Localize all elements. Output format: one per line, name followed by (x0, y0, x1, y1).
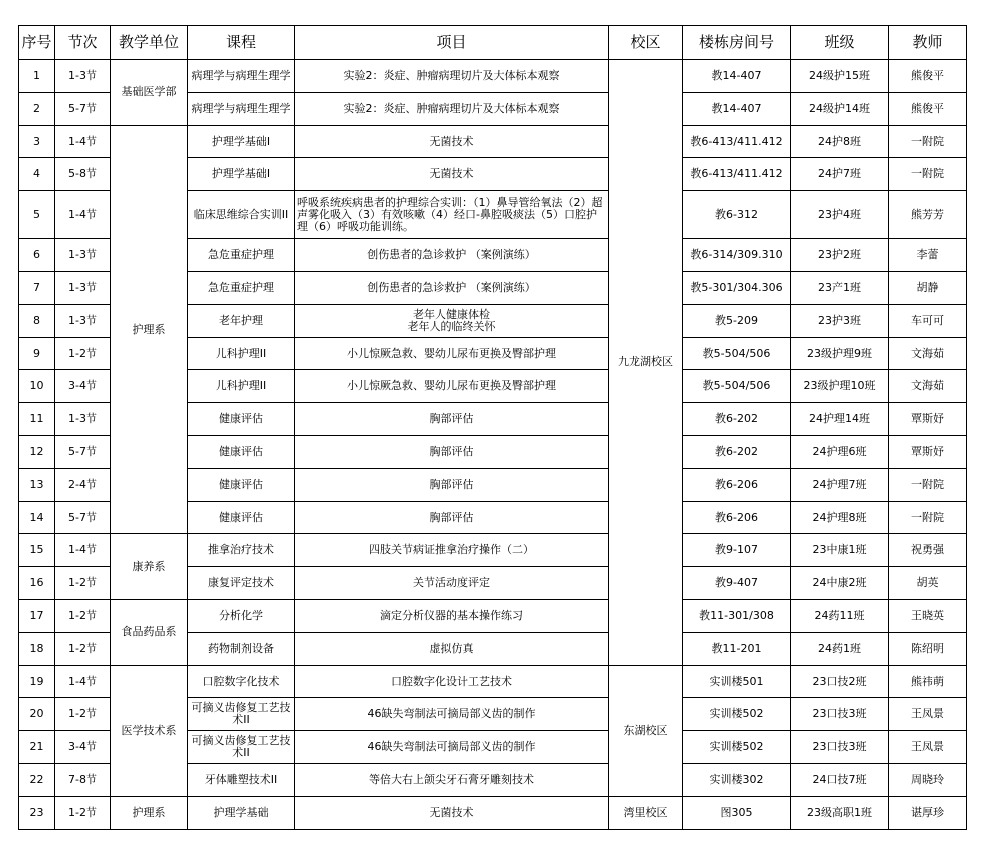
room-cell: 教11-201 (683, 632, 791, 665)
table-body (19, 60, 967, 830)
period-cell: 1-2节 (55, 796, 111, 829)
row-number: 2 (19, 92, 55, 125)
period-cell: 1-3节 (55, 304, 111, 337)
class-cell: 24级护15班 (791, 60, 889, 93)
class-cell: 24药1班 (791, 632, 889, 665)
course-cell: 可摘义齿修复工艺技术II (188, 698, 295, 731)
period-cell: 7-8节 (55, 763, 111, 796)
course-cell: 护理学基础 (188, 796, 295, 829)
unit-cell: 护理系 (111, 125, 188, 534)
header-row (19, 26, 967, 60)
period-cell: 1-3节 (55, 60, 111, 93)
room-cell: 教6-413/411.412 (683, 125, 791, 158)
project-cell: 创伤患者的急诊救护 （案例演练） (295, 271, 609, 304)
project-cell: 46缺失弯制法可摘局部义齿的制作 (295, 731, 609, 764)
class-cell: 24护7班 (791, 158, 889, 191)
unit-cell: 食品药品系 (111, 599, 188, 665)
course-cell: 康复评定技术 (188, 567, 295, 600)
row-number: 8 (19, 304, 55, 337)
row-number: 1 (19, 60, 55, 93)
room-cell: 教6-202 (683, 403, 791, 436)
project-cell: 实验2：炎症、肿瘤病理切片及大体标本观察 (295, 92, 609, 125)
project-cell: 滴定分析仪器的基本操作练习 (295, 599, 609, 632)
course-cell: 病理学与病理生理学 (188, 60, 295, 93)
project-cell: 等倍大右上颌尖牙石膏牙雕刻技术 (295, 763, 609, 796)
class-cell: 23级护理10班 (791, 370, 889, 403)
room-cell: 教6-314/309.310 (683, 239, 791, 272)
teacher-cell: 胡英 (889, 567, 967, 600)
room-cell: 实训楼501 (683, 665, 791, 698)
project-cell: 四肢关节病证推拿治疗操作（二） (295, 534, 609, 567)
header-cell: 课程 (188, 26, 295, 60)
class-cell: 23级高职1班 (791, 796, 889, 829)
class-cell: 23口技3班 (791, 731, 889, 764)
period-cell: 5-8节 (55, 158, 111, 191)
project-cell: 小儿惊厥急救、婴幼儿尿布更换及臀部护理 (295, 370, 609, 403)
header-cell: 序号 (19, 26, 55, 60)
campus-cell: 东湖校区 (609, 665, 683, 796)
period-cell: 1-4节 (55, 191, 111, 239)
teacher-cell: 覃斯妤 (889, 403, 967, 436)
project-cell: 老年人健康体检 老年人的临终关怀 (295, 304, 609, 337)
teacher-cell: 胡静 (889, 271, 967, 304)
room-cell: 实训楼302 (683, 763, 791, 796)
project-cell: 呼吸系统疾病患者的护理综合实训：（1）鼻导管给氧法（2）超声雾化吸入（3）有效咳嗽（4）经口-鼻腔吸痰法（5）口腔护理（6）呼吸功能训练。 (295, 191, 609, 239)
course-cell: 病理学与病理生理学 (188, 92, 295, 125)
table-row (19, 534, 967, 567)
period-cell: 1-3节 (55, 403, 111, 436)
header-cell: 楼栋房间号 (683, 26, 791, 60)
teacher-cell: 熊祎萌 (889, 665, 967, 698)
row-number: 15 (19, 534, 55, 567)
course-cell: 牙体雕塑技术II (188, 763, 295, 796)
table-row (19, 60, 967, 93)
course-cell: 健康评估 (188, 403, 295, 436)
teacher-cell: 谌厚珍 (889, 796, 967, 829)
room-cell: 教5-504/506 (683, 370, 791, 403)
period-cell: 2-4节 (55, 468, 111, 501)
room-cell: 教5-301/304.306 (683, 271, 791, 304)
room-cell: 教6-206 (683, 501, 791, 534)
room-cell: 教11-301/308 (683, 599, 791, 632)
teacher-cell: 熊芳芳 (889, 191, 967, 239)
row-number: 21 (19, 731, 55, 764)
row-number: 19 (19, 665, 55, 698)
header-cell: 班级 (791, 26, 889, 60)
teacher-cell: 李蕾 (889, 239, 967, 272)
class-cell: 24护理6班 (791, 435, 889, 468)
row-number: 16 (19, 567, 55, 600)
project-cell: 虚拟仿真 (295, 632, 609, 665)
course-cell: 口腔数字化技术 (188, 665, 295, 698)
teacher-cell: 文海茹 (889, 337, 967, 370)
row-number: 14 (19, 501, 55, 534)
project-cell: 胸部评估 (295, 403, 609, 436)
period-cell: 5-7节 (55, 92, 111, 125)
room-cell: 教6-202 (683, 435, 791, 468)
class-cell: 24中康2班 (791, 567, 889, 600)
class-cell: 24护理8班 (791, 501, 889, 534)
class-cell: 24级护14班 (791, 92, 889, 125)
course-cell: 儿科护理II (188, 337, 295, 370)
class-cell: 23级护理9班 (791, 337, 889, 370)
row-number: 23 (19, 796, 55, 829)
teacher-cell: 车可可 (889, 304, 967, 337)
row-number: 13 (19, 468, 55, 501)
row-number: 3 (19, 125, 55, 158)
table-row (19, 796, 967, 829)
course-cell: 护理学基础I (188, 125, 295, 158)
row-number: 20 (19, 698, 55, 731)
teacher-cell: 王凤景 (889, 698, 967, 731)
row-number: 11 (19, 403, 55, 436)
class-cell: 23护3班 (791, 304, 889, 337)
period-cell: 1-2节 (55, 599, 111, 632)
teacher-cell: 文海茹 (889, 370, 967, 403)
course-cell: 健康评估 (188, 435, 295, 468)
period-cell: 5-7节 (55, 435, 111, 468)
course-cell: 健康评估 (188, 468, 295, 501)
course-cell: 儿科护理II (188, 370, 295, 403)
period-cell: 1-4节 (55, 665, 111, 698)
class-cell: 23产1班 (791, 271, 889, 304)
teacher-cell: 熊俊平 (889, 92, 967, 125)
course-cell: 健康评估 (188, 501, 295, 534)
row-number: 4 (19, 158, 55, 191)
project-cell: 无菌技术 (295, 125, 609, 158)
course-cell: 可摘义齿修复工艺技术II (188, 731, 295, 764)
unit-cell: 医学技术系 (111, 665, 188, 796)
period-cell: 1-2节 (55, 337, 111, 370)
room-cell: 教5-209 (683, 304, 791, 337)
room-cell: 教9-107 (683, 534, 791, 567)
course-cell: 推拿治疗技术 (188, 534, 295, 567)
row-number: 17 (19, 599, 55, 632)
header-cell: 项目 (295, 26, 609, 60)
header-cell: 节次 (55, 26, 111, 60)
period-cell: 1-3节 (55, 271, 111, 304)
period-cell: 1-4节 (55, 534, 111, 567)
room-cell: 实训楼502 (683, 698, 791, 731)
room-cell: 教5-504/506 (683, 337, 791, 370)
course-cell: 急危重症护理 (188, 271, 295, 304)
class-cell: 24口技7班 (791, 763, 889, 796)
room-cell: 实训楼502 (683, 731, 791, 764)
table-row (19, 599, 967, 632)
unit-cell: 康养系 (111, 534, 188, 600)
teacher-cell: 王晓英 (889, 599, 967, 632)
room-cell: 图305 (683, 796, 791, 829)
project-cell: 胸部评估 (295, 468, 609, 501)
row-number: 7 (19, 271, 55, 304)
class-cell: 23口技3班 (791, 698, 889, 731)
project-cell: 关节活动度评定 (295, 567, 609, 600)
project-cell: 小儿惊厥急救、婴幼儿尿布更换及臀部护理 (295, 337, 609, 370)
campus-cell: 九龙湖校区 (609, 60, 683, 666)
project-cell: 创伤患者的急诊救护 （案例演练） (295, 239, 609, 272)
teacher-cell: 一附院 (889, 468, 967, 501)
course-cell: 老年护理 (188, 304, 295, 337)
period-cell: 1-4节 (55, 125, 111, 158)
course-cell: 药物制剂设备 (188, 632, 295, 665)
room-cell: 教6-413/411.412 (683, 158, 791, 191)
project-cell: 实验2：炎症、肿瘤病理切片及大体标本观察 (295, 60, 609, 93)
row-number: 5 (19, 191, 55, 239)
room-cell: 教6-312 (683, 191, 791, 239)
period-cell: 5-7节 (55, 501, 111, 534)
unit-cell: 基础医学部 (111, 60, 188, 126)
unit-cell: 护理系 (111, 796, 188, 829)
row-number: 9 (19, 337, 55, 370)
period-cell: 1-2节 (55, 632, 111, 665)
class-cell: 24药11班 (791, 599, 889, 632)
course-cell: 急危重症护理 (188, 239, 295, 272)
teacher-cell: 熊俊平 (889, 60, 967, 93)
header-cell: 校区 (609, 26, 683, 60)
project-cell: 口腔数字化设计工艺技术 (295, 665, 609, 698)
header-cell: 教师 (889, 26, 967, 60)
row-number: 12 (19, 435, 55, 468)
teacher-cell: 祝勇强 (889, 534, 967, 567)
course-cell: 临床思维综合实训II (188, 191, 295, 239)
row-number: 18 (19, 632, 55, 665)
room-cell: 教14-407 (683, 92, 791, 125)
course-cell: 分析化学 (188, 599, 295, 632)
teacher-cell: 王凤景 (889, 731, 967, 764)
project-cell: 46缺失弯制法可摘局部义齿的制作 (295, 698, 609, 731)
teacher-cell: 一附院 (889, 501, 967, 534)
class-cell: 23中康1班 (791, 534, 889, 567)
project-cell: 胸部评估 (295, 501, 609, 534)
course-cell: 护理学基础I (188, 158, 295, 191)
teacher-cell: 一附院 (889, 158, 967, 191)
teacher-cell: 覃斯妤 (889, 435, 967, 468)
period-cell: 3-4节 (55, 731, 111, 764)
room-cell: 教9-407 (683, 567, 791, 600)
project-cell: 无菌技术 (295, 796, 609, 829)
row-number: 6 (19, 239, 55, 272)
class-cell: 24护8班 (791, 125, 889, 158)
teacher-cell: 一附院 (889, 125, 967, 158)
class-cell: 23护2班 (791, 239, 889, 272)
class-cell: 24护理7班 (791, 468, 889, 501)
header-cell: 教学单位 (111, 26, 188, 60)
teacher-cell: 周晓玲 (889, 763, 967, 796)
room-cell: 教14-407 (683, 60, 791, 93)
period-cell: 3-4节 (55, 370, 111, 403)
project-cell: 胸部评估 (295, 435, 609, 468)
project-cell: 无菌技术 (295, 158, 609, 191)
campus-cell: 湾里校区 (609, 796, 683, 829)
period-cell: 1-3节 (55, 239, 111, 272)
table-row (19, 125, 967, 158)
row-number: 10 (19, 370, 55, 403)
period-cell: 1-2节 (55, 567, 111, 600)
class-cell: 24护理14班 (791, 403, 889, 436)
period-cell: 1-2节 (55, 698, 111, 731)
row-number: 22 (19, 763, 55, 796)
lab-schedule-table (18, 25, 967, 830)
class-cell: 23护4班 (791, 191, 889, 239)
table-row (19, 665, 967, 698)
class-cell: 23口技2班 (791, 665, 889, 698)
room-cell: 教6-206 (683, 468, 791, 501)
teacher-cell: 陈绍明 (889, 632, 967, 665)
